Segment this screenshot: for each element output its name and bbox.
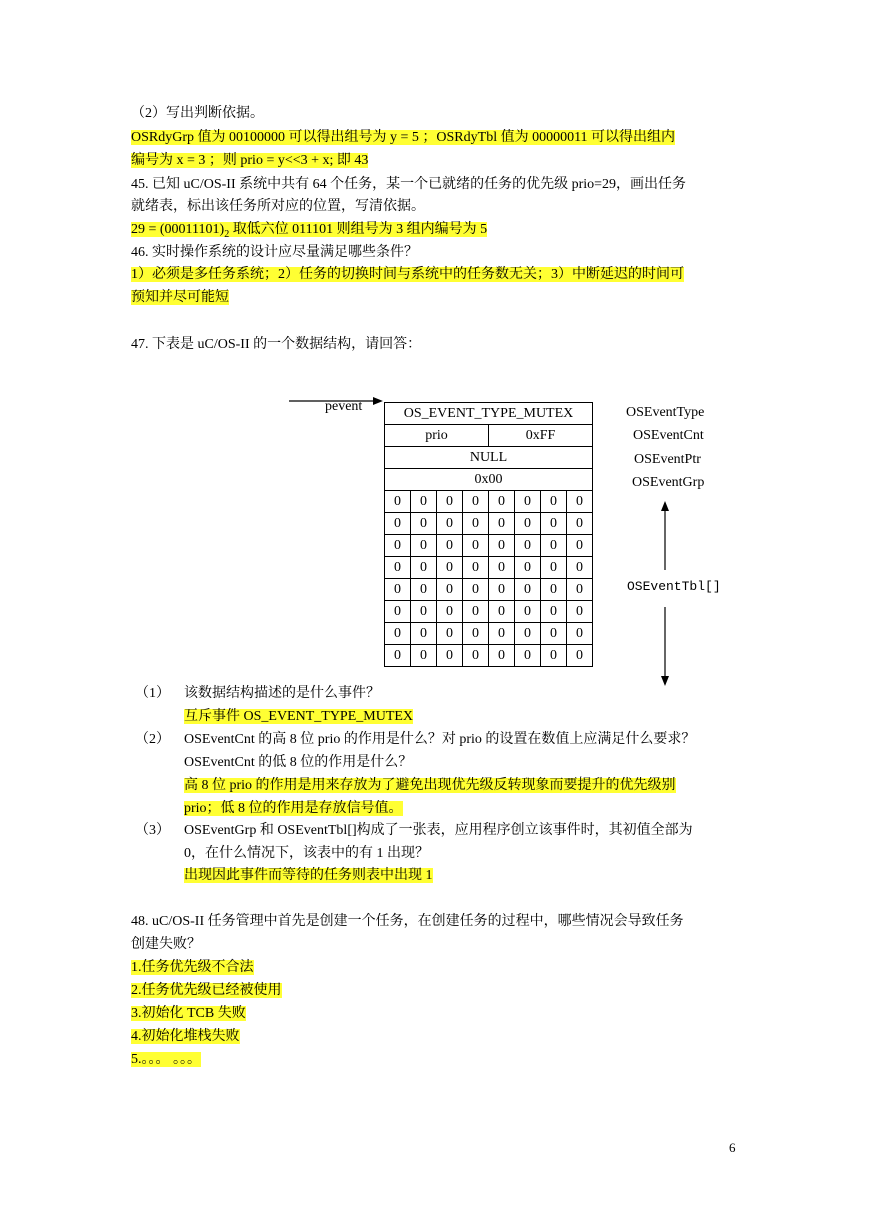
event-tbl-row (385, 491, 593, 513)
label-os-event-tbl: OSEventTbl[] (627, 579, 721, 594)
q47-sub1-question: 该数据结构描述的是什么事件？ (184, 686, 380, 701)
event-tbl-bit: 0 (541, 601, 567, 623)
event-tbl-bit: 0 (541, 645, 567, 667)
event-tbl-bit: 0 (541, 623, 567, 645)
event-tbl-grid (385, 491, 593, 667)
event-tbl-bit: 0 (463, 557, 489, 579)
event-tbl-bit: 0 (437, 645, 463, 667)
q45-question-line1: 45. 已知 uC/OS-II 系统中共有 64 个任务，某一个已就绪的任务的优先级 prio=29，画出任务 (131, 177, 687, 192)
event-tbl-bit: 0 (567, 535, 593, 557)
os-event-table (384, 402, 593, 667)
event-tbl-bit: 0 (489, 623, 515, 645)
event-tbl-bit: 0 (437, 491, 463, 513)
event-tbl-bit: 0 (437, 601, 463, 623)
event-cnt-low-cell: 0xFF (489, 425, 593, 447)
event-tbl-row (385, 645, 593, 667)
event-tbl-bit: 0 (515, 623, 541, 645)
event-tbl-bit: 0 (489, 557, 515, 579)
event-tbl-bit: 0 (411, 557, 437, 579)
event-tbl-bit: 0 (515, 645, 541, 667)
pevent-label: pevent (325, 399, 363, 414)
event-tbl-bit: 0 (385, 601, 411, 623)
q47-sub3-question-line1: OSEventGrp 和 OSEventTbl[]构成了一张表，应用程序创立该事件时，其初值全部为 (184, 823, 693, 838)
q47-sub2-question-line2: OSEventCnt 的低 8 位的作用是什么？ (184, 755, 413, 770)
event-tbl-bit: 0 (489, 491, 515, 513)
label-os-event-ptr: OSEventPtr (634, 452, 701, 467)
q47-sub3-question-line2: 0，在什么情况下，该表中的有 1 出现？ (184, 846, 429, 861)
event-tbl-bit: 0 (541, 579, 567, 601)
q47-sub1-number: （1） (135, 686, 170, 701)
event-tbl-bit: 0 (411, 491, 437, 513)
q47-sub3-number: （3） (135, 823, 170, 838)
event-tbl-bit: 0 (437, 623, 463, 645)
event-tbl-bit: 0 (385, 579, 411, 601)
event-tbl-bit: 0 (463, 601, 489, 623)
event-tbl-bit: 0 (385, 513, 411, 535)
event-tbl-bit: 0 (411, 513, 437, 535)
q47-sub3-answer: 出现因此事件而等待的任务则表中出现 1 (184, 868, 433, 883)
q44-answer-line2: 编号为 x = 3 ；则 prio = y<<3 + x; 即 43 (131, 153, 369, 168)
q48-answer-4: 4.初始化堆栈失败 (131, 1029, 240, 1044)
q46-answer-line1: 1）必须是多任务系统；2）任务的切换时间与系统中的任务数无关；3）中断延迟的时间可 (131, 267, 684, 282)
event-tbl-row (385, 601, 593, 623)
event-tbl-bit: 0 (567, 579, 593, 601)
event-tbl-bit: 0 (541, 491, 567, 513)
event-tbl-bit: 0 (437, 557, 463, 579)
event-tbl-bit: 0 (489, 535, 515, 557)
event-tbl-bit: 0 (567, 623, 593, 645)
event-tbl-bit: 0 (541, 557, 567, 579)
event-tbl-bit: 0 (411, 601, 437, 623)
event-tbl-bit: 0 (567, 557, 593, 579)
q48-answer-2: 2.任务优先级已经被使用 (131, 983, 282, 998)
q47-sub2-answer-line2: prio；低 8 位的作用是存放信号值。 (184, 801, 403, 816)
event-tbl-bit: 0 (411, 535, 437, 557)
event-tbl-bit: 0 (385, 623, 411, 645)
event-ptr-cell: NULL (385, 447, 593, 469)
event-tbl-bit: 0 (515, 579, 541, 601)
event-tbl-bit: 0 (463, 645, 489, 667)
q44-sub2-prompt: （2）写出判断依据。 (131, 106, 264, 121)
event-tbl-row (385, 623, 593, 645)
event-tbl-bit: 0 (463, 579, 489, 601)
event-tbl-bit: 0 (515, 535, 541, 557)
event-tbl-bit: 0 (385, 645, 411, 667)
event-tbl-bit: 0 (515, 513, 541, 535)
q45-answer: $29 = (00011101)_2$ 取低六位 011101 则组号为 3 组内编号为 5 (131, 222, 488, 240)
q47-sub1-answer: 互斥事件 OS_EVENT_TYPE_MUTEX (184, 709, 414, 724)
event-tbl-bit: 0 (463, 513, 489, 535)
q47-question: 47. 下表是 uC/OS-II 的一个数据结构，请回答： (131, 337, 422, 352)
event-tbl-row (385, 579, 593, 601)
event-tbl-bit: 0 (463, 535, 489, 557)
event-tbl-bit: 0 (541, 535, 567, 557)
label-os-event-grp: OSEventGrp (632, 475, 705, 490)
event-tbl-bit: 0 (567, 645, 593, 667)
event-tbl-bit: 0 (437, 535, 463, 557)
event-tbl-bit: 0 (385, 491, 411, 513)
event-tbl-bit: 0 (463, 623, 489, 645)
event-tbl-bit: 0 (489, 579, 515, 601)
event-grp-cell: 0x00 (385, 469, 593, 491)
page-number: 6 (729, 1140, 736, 1155)
event-cnt-high-cell: prio (385, 425, 489, 447)
event-tbl-bit: 0 (411, 645, 437, 667)
event-tbl-bit: 0 (541, 513, 567, 535)
q48-question-line1: 48. uC/OS-II 任务管理中首先是创建一个任务，在创建任务的过程中，哪些情况会导致任务 (131, 914, 684, 929)
event-tbl-bit: 0 (411, 623, 437, 645)
event-tbl-row (385, 535, 593, 557)
q44-answer-line1: OSRdyGrp 值为 00100000 可以得出组号为 y = 5 ；OSRdyTbl 值为 00000011 可以得出组内 (131, 130, 676, 145)
event-tbl-bit: 0 (515, 491, 541, 513)
event-tbl-bit: 0 (515, 557, 541, 579)
event-tbl-bit: 0 (385, 535, 411, 557)
event-tbl-row (385, 557, 593, 579)
event-type-cell: OS_EVENT_TYPE_MUTEX (385, 403, 593, 425)
event-tbl-row (385, 513, 593, 535)
q46-answer-line2: 预知并尽可能短 (131, 290, 229, 305)
event-tbl-bit: 0 (385, 557, 411, 579)
event-tbl-bit: 0 (567, 601, 593, 623)
q47-sub2-question-line1: OSEventCnt 的高 8 位 prio 的作用是什么？对 prio 的设置在数值上应满足什么要求？ (184, 732, 696, 747)
label-os-event-type: OSEventType (626, 405, 705, 420)
q48-answer-1: 1.任务优先级不合法 (131, 960, 254, 975)
event-tbl-bit: 0 (515, 601, 541, 623)
q48-answer-3: 3.初始化 TCB 失败 (131, 1006, 246, 1021)
event-tbl-bit: 0 (489, 645, 515, 667)
event-tbl-bit: 0 (567, 491, 593, 513)
q48-question-line2: 创建失败？ (131, 937, 201, 952)
event-tbl-bit: 0 (489, 513, 515, 535)
q47-sub2-answer-line1: 高 8 位 prio 的作用是用来存放为了避免出现优先级反转现象而要提升的优先级别 (184, 778, 676, 793)
event-tbl-bit: 0 (463, 491, 489, 513)
event-tbl-bit: 0 (437, 513, 463, 535)
q46-question: 46. 实时操作系统的设计应尽量满足哪些条件？ (131, 245, 418, 260)
event-tbl-bit: 0 (411, 579, 437, 601)
q45-question-line2: 就绪表，标出该任务所对应的位置，写清依据。 (131, 199, 425, 214)
event-tbl-bit: 0 (437, 579, 463, 601)
q48-answer-5: 5.。。。 。。。 (131, 1052, 201, 1067)
event-tbl-bit: 0 (489, 601, 515, 623)
q47-sub2-number: （2） (135, 732, 170, 747)
event-tbl-bit: 0 (567, 513, 593, 535)
label-os-event-cnt: OSEventCnt (633, 428, 704, 443)
